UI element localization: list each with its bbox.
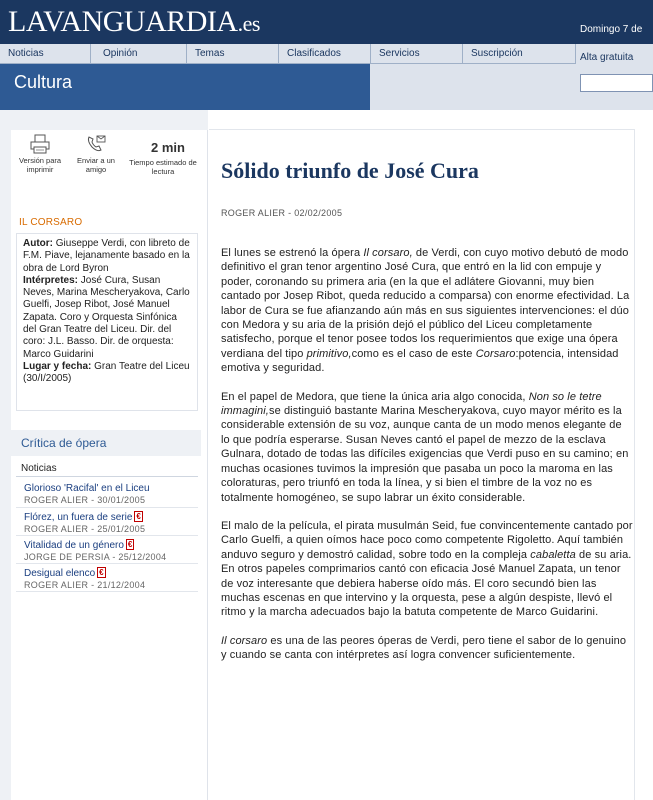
text-run-italic: Non so le tetre immagini,: [221, 390, 602, 418]
autor-value: Giuseppe Verdi, con libreto de F.M. Piave, lejanamente basado en la obra de Lord Byron: [23, 238, 190, 274]
list-item: [16, 536, 198, 564]
phone-mail-icon: [85, 134, 107, 154]
article-main: [209, 130, 635, 800]
lugar-value: Gran Teatre del Liceu (30/I/2005): [23, 360, 190, 385]
right-strip: [635, 110, 653, 800]
interpretes-label: Intérpretes:: [23, 274, 79, 286]
text-run-italic: primitivo,: [306, 347, 352, 360]
article-paragraph: [221, 246, 633, 376]
text-run: El malo de la película, el pirata musulmán Seid, fue convincentemente cantado por Carlo Guelfi, a quien oímos hace poco como competente Rigoletto. Aquí también anduvo seguro y demostró calidad, sobre todo en la compleja: [221, 519, 633, 561]
article-paragraph: [221, 519, 633, 620]
logo-suffix: .es: [237, 11, 260, 36]
text-run: se distinguió bastante Marina Mescheryakova, cuyo mayor mérito es la considerable extensión de su voz, aunque canta de un modo menos elegante de lo que podría esperarse. Susan Neves cantó el papel de mezzo de la esclava Gulnara, dotado de todas las difíciles exigencias que Verdi puso en su camino; en muchas ocasiones tuvimos la impresión que pasaba un poco la maroma en las coloraturas, pero triunfó en toda la línea, y si bien el timbre de la voz no es totalmente homogéneo, se supo labrar un éxito considerable.: [221, 405, 629, 504]
news-title[interactable]: Vitalidad de un género: [24, 540, 124, 551]
print-version-button[interactable]: [17, 134, 63, 174]
nav-noticias[interactable]: Noticias: [0, 44, 91, 64]
text-run-italic: Corsaro: [475, 347, 516, 360]
email-friend-button[interactable]: [71, 134, 121, 174]
text-run-italic: Il corsaro: [221, 634, 268, 647]
reading-time-value: 2 min: [151, 140, 185, 155]
text-run: es una de las peores óperas de Verdi, pero tiene el sabor de lo genuino y cuando se canta con intérpretes así logra convencer suficientemente.: [221, 634, 627, 662]
related-news-list: [16, 480, 198, 592]
interpretes-value: José Cura, Susan Neves, Marina Mescheryakova, Carlo Guelfi, Josep Ribot, José Manuel Zapata. Coro y Orquesta Sinfónica del Gran Teatre del Liceu. Dir. del coro: J.L. Basso. Dir. de orquesta: Marco Guidarini: [23, 274, 190, 360]
text-run: El lunes se estrenó la ópera: [221, 247, 364, 259]
news-byline: ROGER ALIER - 25/01/2005: [24, 524, 146, 534]
masthead: [0, 0, 653, 44]
news-byline: ROGER ALIER - 21/12/2004: [24, 580, 146, 590]
section-subbar-shade: [370, 100, 653, 110]
news-title[interactable]: Flórez, un fuera de serie: [24, 512, 133, 523]
nav-clasificados[interactable]: Clasificados: [279, 44, 371, 64]
article-paragraph: [221, 634, 633, 663]
email-friend-label: Enviar a un amigo: [77, 156, 115, 174]
search-input[interactable]: [580, 74, 653, 92]
main-top-strip: [209, 110, 635, 130]
news-title[interactable]: Glorioso 'Racifal' en el Liceu: [24, 483, 150, 494]
nav-opinion[interactable]: Opinión: [91, 44, 187, 64]
logo-text: LAVANGUARDIA: [8, 5, 238, 38]
text-run: de su aria. En otros papeles comprimarios cantó con eficacia José Manuel Zapata, un tenor de voz interesante que debiera haberse oído más. El coro secundó bien las muchas escenas en que intervino y la orquesta, pese a algún despiste, llevó el ritmo y la marcha adecuados bajo la batuta competente de Marco Guidarini.: [221, 548, 632, 619]
nav-servicios[interactable]: Servicios: [371, 44, 463, 64]
text-run: En el papel de Medora, que tiene la única aria algo conocida,: [221, 390, 529, 403]
news-byline: JORGE DE PERSIA - 25/12/2004: [24, 552, 167, 562]
news-byline: ROGER ALIER - 30/01/2005: [24, 495, 146, 505]
news-link[interactable]: [24, 511, 198, 524]
article-body: [221, 246, 633, 677]
nav-suscripcion[interactable]: Suscripción: [463, 44, 576, 64]
news-title[interactable]: Desigual elenco: [24, 568, 96, 579]
critica-opera-heading[interactable]: Crítica de ópera: [11, 430, 201, 456]
nav-temas[interactable]: Temas: [187, 44, 279, 64]
article-tools: [11, 130, 208, 188]
printer-icon: [29, 134, 51, 154]
left-sidebar: [11, 130, 208, 800]
premium-euro-icon: €: [99, 568, 104, 577]
list-item: [16, 508, 198, 536]
list-item: [16, 480, 198, 508]
article-headline: Sólido triunfo de José Cura: [221, 158, 479, 183]
text-run: como es el caso de este: [351, 347, 476, 360]
site-logo[interactable]: [8, 3, 260, 43]
alta-gratuita-link[interactable]: Alta gratuita: [576, 44, 653, 70]
article-paragraph: [221, 390, 633, 505]
news-link[interactable]: [24, 539, 198, 552]
premium-euro-icon: €: [136, 512, 141, 521]
opera-factbox: [16, 233, 198, 411]
news-link[interactable]: [24, 567, 198, 580]
text-run: de Verdi, con cuyo motivo debutó de modo definitivo el gran tenor argentino José Cura, que entró en la lid con empuje y poder, coronando su primera aria (en la que el adlátere Giovanni, muy bien cantado por Josep Ribot, queda reducido a comparsa) con enorme efectividad. La labor de Cura se fue afianzando aún más en sus siguientes intervenciones: el dúo con Medora y su aria de la prisión dejó el público del Liceu completamente satisfecho, porque el tenor posee todos los requerimientos que exige una ópera verdiana del tipo: [221, 247, 630, 360]
text-run-italic: Il corsaro,: [363, 247, 413, 259]
print-version-label: Versión para imprimir: [18, 156, 62, 174]
text-run: :potencia, intensidad emotiva y seguridad.: [221, 347, 619, 375]
news-link[interactable]: [24, 483, 198, 495]
list-item: [16, 564, 198, 592]
premium-euro-icon: €: [127, 540, 133, 549]
noticias-label: Noticias: [16, 463, 198, 477]
reading-time-label: Tiempo estimado de lectura: [129, 158, 197, 176]
autor-label: Autor:: [23, 238, 53, 249]
main-nav: [0, 44, 576, 64]
sidebar-kicker: IL CORSARO: [19, 217, 83, 228]
article-byline: ROGER ALIER - 02/02/2005: [221, 208, 343, 218]
section-title: Cultura: [14, 72, 73, 92]
lugar-label: Lugar y fecha:: [23, 360, 92, 372]
left-gutter: [0, 110, 11, 800]
left-col-top-strip: [11, 110, 208, 130]
current-date: Domingo 7 de: [580, 24, 643, 35]
text-run-italic: cabaletta: [530, 548, 576, 561]
